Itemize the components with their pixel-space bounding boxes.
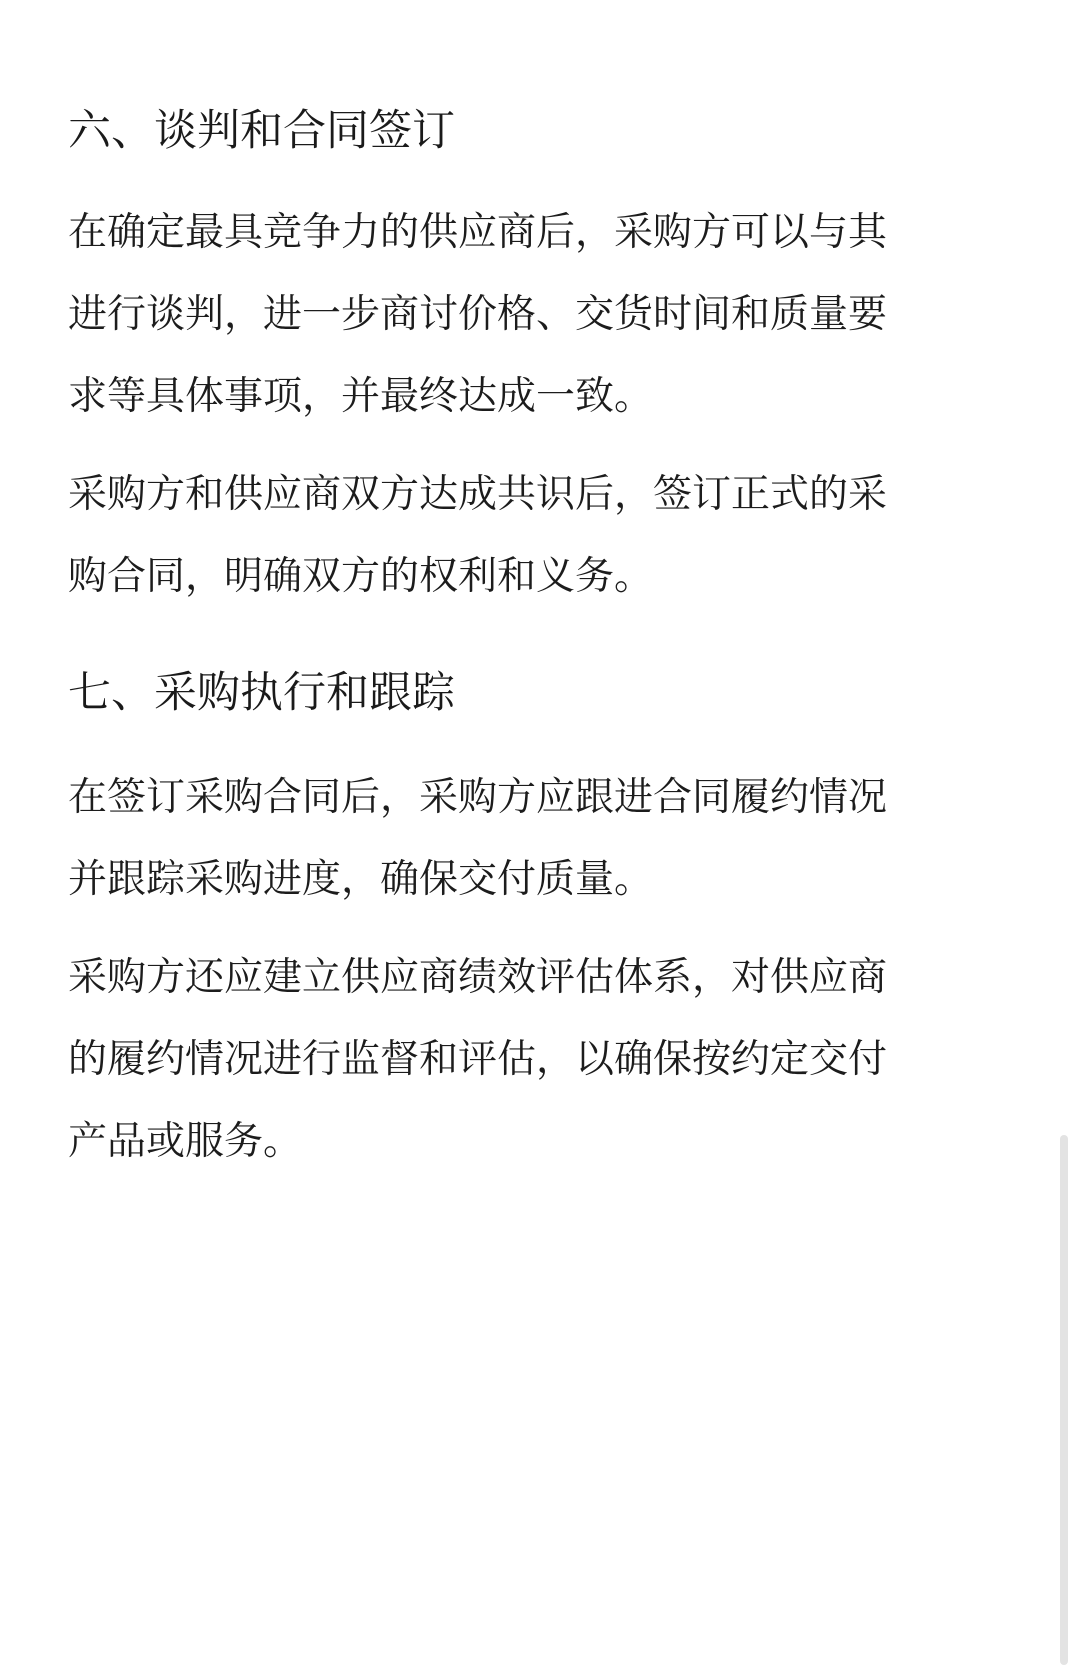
paragraph-line: 求等具体事项，并最终达成一致。 <box>68 374 654 419</box>
paragraph-line: 采购方还应建立供应商绩效评估体系，对供应商 <box>68 955 888 1000</box>
section-heading-negotiation: 六、谈判和合同签订 <box>68 106 455 156</box>
vertical-scrollbar[interactable] <box>1060 1135 1068 1665</box>
paragraph-line: 采购方和供应商双方达成共识后，签订正式的采 <box>68 472 888 517</box>
paragraph-line: 的履约情况进行监督和评估，以确保按约定交付 <box>68 1037 888 1082</box>
paragraph-contract-signing <box>68 454 988 618</box>
paragraph-line: 产品或服务。 <box>68 1119 303 1164</box>
paragraph-negotiation <box>68 192 988 438</box>
paragraph-line: 进行谈判，进一步商讨价格、交货时间和质量要 <box>68 292 888 337</box>
paragraph-execution <box>68 757 988 921</box>
section-heading-execution: 七、采购执行和跟踪 <box>68 668 455 718</box>
paragraph-supplier-evaluation <box>68 937 988 1183</box>
paragraph-line: 并跟踪采购进度，确保交付质量。 <box>68 857 654 902</box>
paragraph-line: 在签订采购合同后，采购方应跟进合同履约情况 <box>68 775 888 820</box>
paragraph-line: 购合同，明确双方的权利和义务。 <box>68 554 654 599</box>
paragraph-line: 在确定最具竞争力的供应商后，采购方可以与其 <box>68 210 888 255</box>
